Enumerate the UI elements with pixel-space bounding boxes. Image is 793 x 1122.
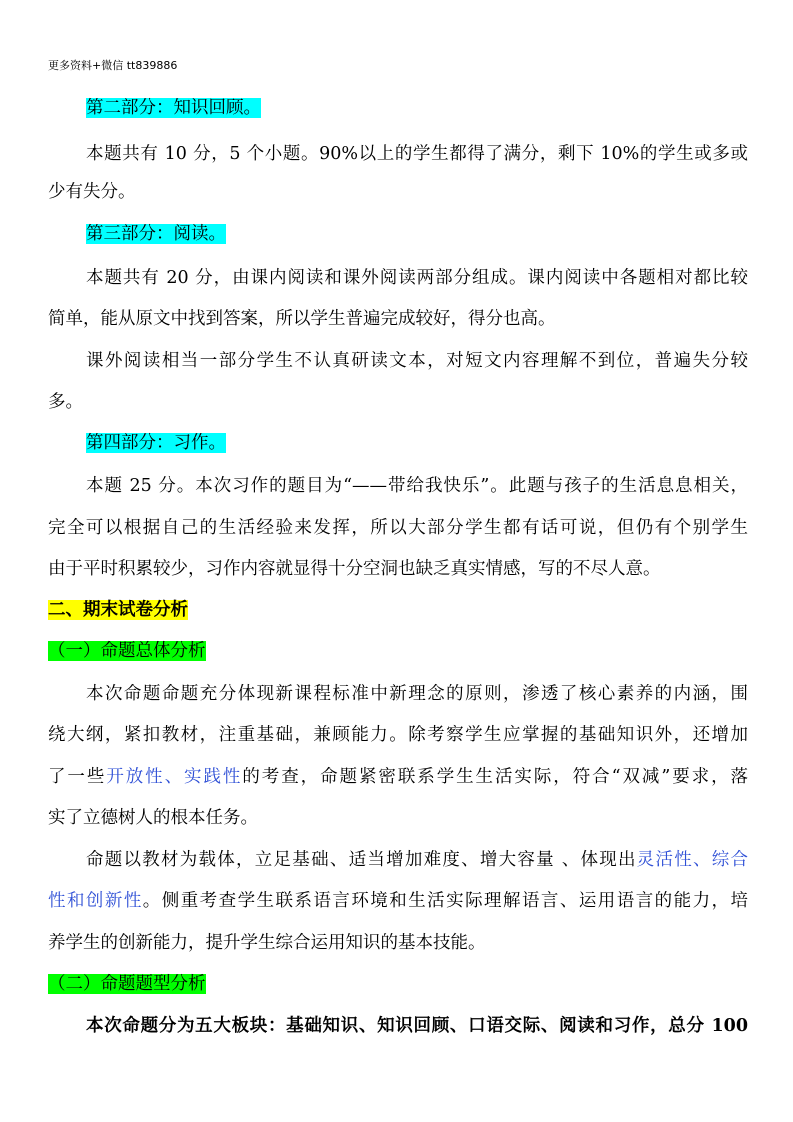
- para1-text-2: 绕大纲，紧扣教材，注重基础，兼顾能力。除考察学生应掌握的基础知识外，还增加: [48, 725, 748, 745]
- para3-text-1: 本次命题分为五大板块：基础知识、知识回顾、口语交际、阅读和习作，总分 100: [86, 1016, 748, 1036]
- para1-text-3a: 了一些: [48, 767, 107, 787]
- part2-text-2: 少有失分。: [48, 182, 136, 202]
- para1-text-3: [48, 765, 748, 789]
- emphasis-flexibility: 灵活性、综合: [636, 850, 749, 870]
- part2-text-1: 本题共有 10 分，5 个小题。90%以上的学生都得了满分，剩下 10%的学生或多或: [86, 144, 748, 164]
- emphasis-openness-practicality: 开放性、实践性: [106, 767, 243, 787]
- section2-heading-line: [48, 598, 748, 622]
- part4-text-2: 完全可以根据自己的生活经验来发挥，所以大部分学生都有话可说，但仍有个别学生: [48, 518, 748, 538]
- emphasis-innovation: 性和创新性: [48, 891, 143, 911]
- para2-text-1: [48, 848, 748, 872]
- subsection1-heading: （一）命题总体分析: [48, 641, 206, 661]
- part3-text-1: 本题共有 20 分，由课内阅读和课外阅读两部分组成。课内阅读中各题相对都比较: [86, 268, 748, 288]
- para1-text-4: 实了立德树人的根本任务。: [48, 808, 258, 828]
- part4-heading: 第四部分：习作。: [86, 433, 226, 453]
- section2-heading: 二、期末试卷分析: [48, 600, 188, 620]
- part2-heading: 第二部分：知识回顾。: [86, 98, 261, 118]
- para2-text-3: 养学生的创新能力，提升学生综合运用知识的基本技能。: [48, 933, 486, 953]
- part4-heading-line: [48, 431, 748, 455]
- part3-heading-line: [48, 222, 748, 246]
- subsection1-heading-line: [48, 639, 748, 663]
- part4-text-1: 本题 25 分。本次习作的题目为“——带给我快乐”。此题与孩子的生活息息相关，: [86, 476, 748, 496]
- part3-text-3: 课外阅读相当一部分学生不认真研读文本，对短文内容理解不到位，普遍失分较: [86, 351, 748, 371]
- subsection2-heading: （二）命题题型分析: [48, 974, 206, 994]
- para2-text-2b: 。侧重考查学生联系语言环境和生活实际理解语言、运用语言的能力，培: [142, 891, 749, 911]
- page-header: 更多资料+微信 tt839886: [48, 59, 178, 72]
- para1-text-3c: 的考查，命题紧密联系学生生活实际，符合“双减”要求，落: [242, 767, 749, 787]
- para1-text-1: 本次命题命题充分体现新课程标准中新理念的原则，渗透了核心素养的内涵，围: [86, 684, 748, 704]
- part3-text-2: 简单，能从原文中找到答案，所以学生普遍完成较好，得分也高。: [48, 309, 556, 329]
- part3-text-4: 多。: [48, 392, 83, 412]
- part4-text-3: 由于平时积累较少，习作内容就显得十分空洞也缺乏真实情感，写的不尽人意。: [48, 559, 661, 579]
- para2-text-1a: 命题以教材为载体，立足基础、适当增加难度、增大容量 、体现出: [86, 850, 637, 870]
- para2-text-2: [48, 889, 748, 913]
- part2-heading-line: [48, 96, 748, 120]
- part3-heading: 第三部分：阅读。: [86, 224, 226, 244]
- subsection2-heading-line: [48, 972, 748, 996]
